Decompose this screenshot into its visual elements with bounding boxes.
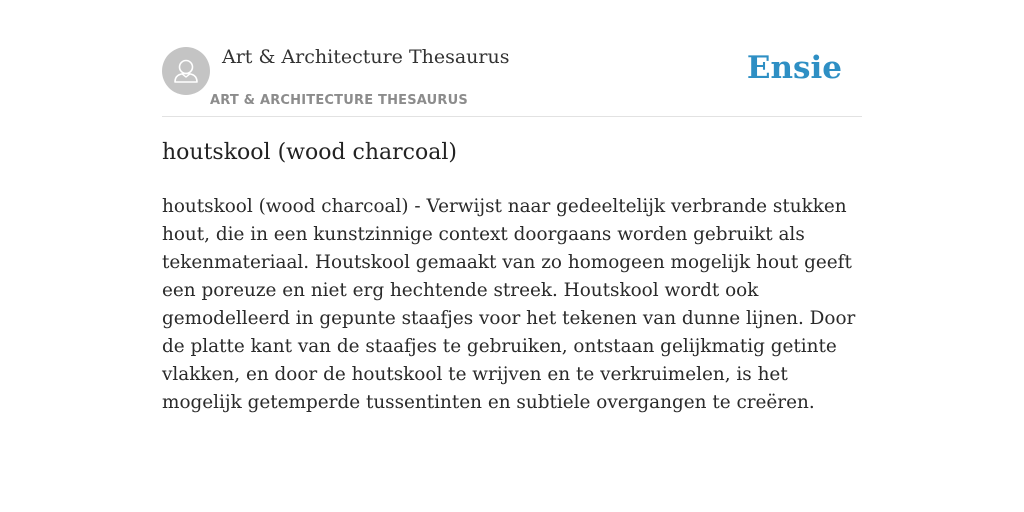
term-definition: houtskool (wood charcoal) - Verwijst naar gedeeltelijk verbrande stukken hout, die in een kunstzinnige context doorgaans worden gebruikt als tekenmateriaal. Houtskool gemaakt van zo homogeen mogelijk hout geeft een poreuze en niet erg hechtende streek. Houtskool wordt ook gemodelleerd in gepunte staafjes voor het tekenen van dunne lijnen. Door de platte kant van de staafjes te gebruiken, ontstaan gelijkmatig getinte vlakken, en door de houtskool te wrijven en te verkruimelen, is het mogelijk getemperde tussentinten en subtiele overgangen te creëren. xyxy=(162,196,856,413)
source-avatar[interactable] xyxy=(162,47,210,95)
source-subtitle[interactable]: ART & ARCHITECTURE THESAURUS xyxy=(210,93,468,108)
term-title: houtskool (wood charcoal) xyxy=(162,140,457,165)
source-header xyxy=(162,46,862,117)
ensie-logo-link[interactable]: Ensie xyxy=(746,50,842,86)
source-title[interactable]: Art & Architecture Thesaurus xyxy=(222,46,510,68)
user-avatar-icon xyxy=(162,47,210,95)
